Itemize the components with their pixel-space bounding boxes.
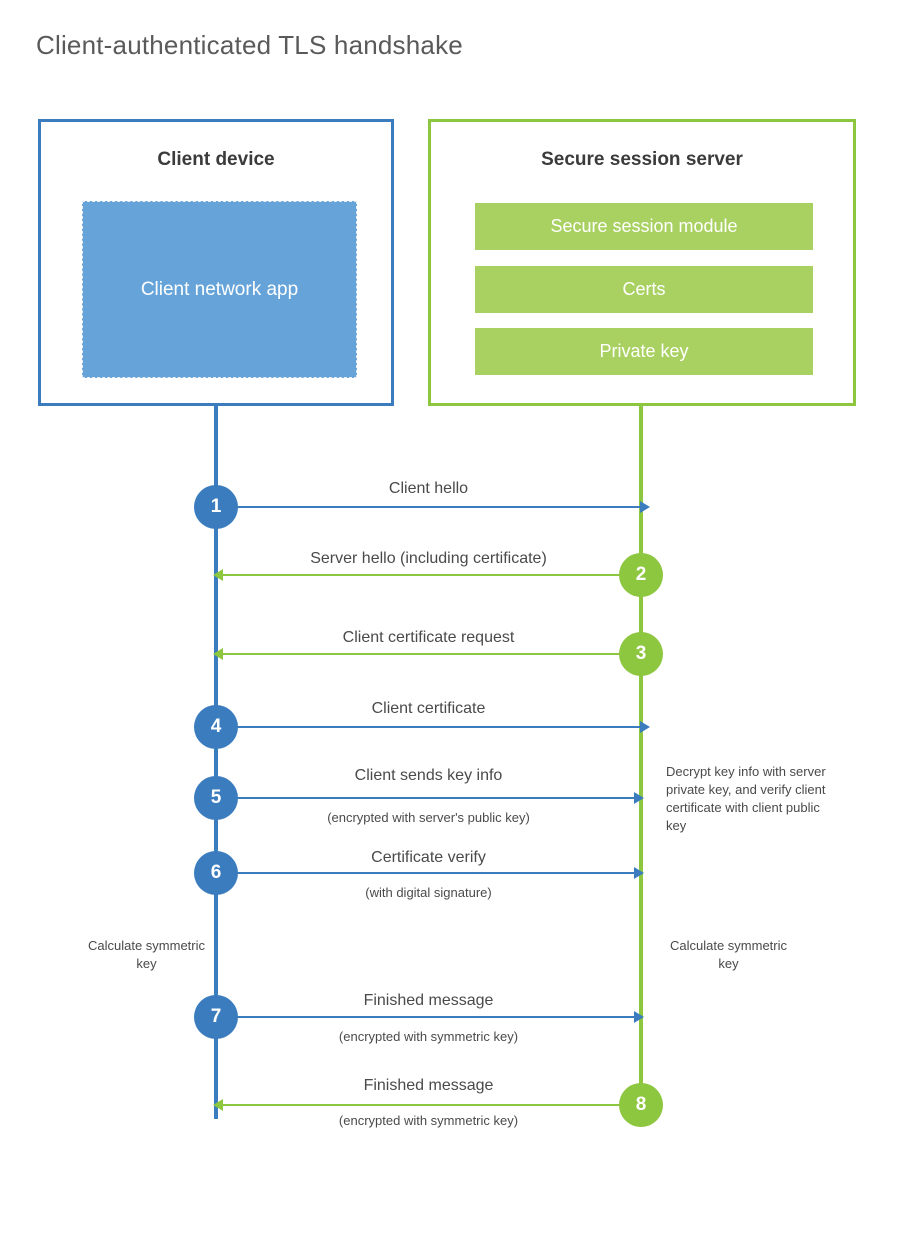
- arrow-step-8: [222, 1104, 641, 1106]
- arrow-step-2: [222, 574, 641, 576]
- server-component-certs: Certs: [475, 266, 813, 313]
- step-badge-3: 3: [619, 632, 663, 676]
- page-title: Client-authenticated TLS handshake: [36, 30, 463, 60]
- sublabel-step-7: (encrypted with symmetric key): [338, 1029, 519, 1044]
- arrowhead-icon: [213, 569, 223, 581]
- arrowhead-icon: [640, 501, 650, 513]
- arrowhead-icon: [634, 792, 644, 804]
- server-component-private-key: Private key: [475, 328, 813, 375]
- step-badge-7: 7: [194, 995, 238, 1039]
- arrow-step-5: [216, 797, 635, 799]
- step-badge-6: 6: [194, 851, 238, 895]
- arrow-step-7: [216, 1016, 635, 1018]
- arrow-step-1: [216, 506, 641, 508]
- arrowhead-icon: [634, 867, 644, 879]
- label-step-5: Client sends key info: [354, 767, 503, 784]
- arrowhead-icon: [213, 1099, 223, 1111]
- arrow-step-4: [216, 726, 641, 728]
- label-step-2: Server hello (including certificate): [310, 550, 547, 567]
- arrow-step-6: [216, 872, 635, 874]
- note-client-calculate-symmetric-key: Calculate symmetric key: [87, 938, 206, 971]
- step-badge-8: 8: [619, 1083, 663, 1127]
- arrowhead-icon: [640, 721, 650, 733]
- step-badge-1: 1: [194, 485, 238, 529]
- client-device-box: [38, 119, 394, 406]
- sublabel-step-5: (encrypted with server's public key): [327, 810, 530, 825]
- secure-session-server-box: [428, 119, 856, 406]
- step-badge-4: 4: [194, 705, 238, 749]
- label-step-8: Finished message: [363, 1077, 494, 1094]
- note-server-decrypt: Decrypt key info with server private key, and verify client certificate with client public key: [666, 764, 826, 833]
- label-step-7: Finished message: [363, 992, 494, 1009]
- sublabel-step-8: (encrypted with symmetric key): [338, 1113, 519, 1128]
- arrow-step-3: [222, 653, 641, 655]
- server-component-secure-session-module: Secure session module: [475, 203, 813, 250]
- label-step-4: Client certificate: [371, 700, 486, 717]
- label-step-6: Certificate verify: [371, 849, 486, 866]
- step-badge-5: 5: [194, 776, 238, 820]
- arrowhead-icon: [213, 648, 223, 660]
- secure-session-server-title: Secure session server: [541, 149, 743, 170]
- step-badge-2: 2: [619, 553, 663, 597]
- client-device-title: Client device: [157, 149, 275, 170]
- label-step-1: Client hello: [388, 480, 469, 497]
- label-step-3: Client certificate request: [342, 629, 515, 646]
- sublabel-step-6: (with digital signature): [365, 885, 492, 900]
- note-server-calculate-symmetric-key: Calculate symmetric key: [669, 938, 788, 971]
- arrowhead-icon: [634, 1011, 644, 1023]
- client-network-app-block: Client network app: [82, 201, 357, 378]
